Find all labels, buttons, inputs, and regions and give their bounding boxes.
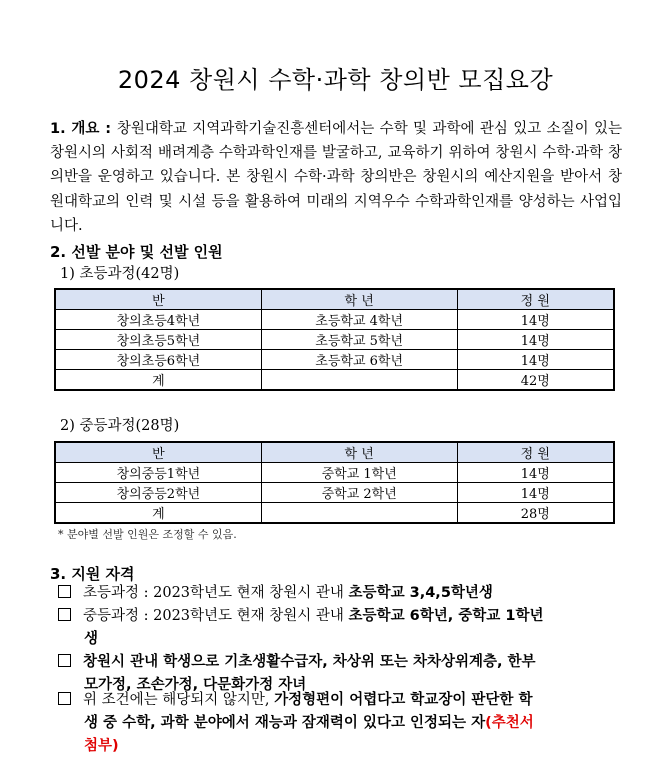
item1-text: 초등과정 : 2023학년도 현재 창원시 관내 <box>83 585 349 601</box>
cell-class: 창의초등5학년 <box>55 330 261 350</box>
item1-bold: 초등학교 3,4,5학년생 <box>348 585 493 601</box>
overview-colon: : <box>99 121 117 137</box>
header-capacity: 정 원 <box>457 442 614 463</box>
table-row <box>55 483 614 503</box>
cell-class: 창의초등6학년 <box>55 350 261 370</box>
cell-grade: 초등학교 6학년 <box>261 350 457 370</box>
header-class: 반 <box>55 442 261 463</box>
item4-red-line3: 첨부) <box>84 738 119 754</box>
table-row <box>55 350 614 370</box>
eligibility-item-elementary <box>58 582 618 605</box>
table-row <box>55 310 614 330</box>
page-title: 2024 창원시 수학·과학 창의반 모집요강 <box>117 66 554 94</box>
adjustment-note: * 분야별 선발 인원은 조정할 수 있음. <box>58 528 237 541</box>
item4-red-line2: (추천서 <box>485 715 534 731</box>
header-grade: 학 년 <box>261 442 457 463</box>
cell-total-blank <box>261 503 457 524</box>
checkbox-icon <box>58 608 71 621</box>
eligibility-item-recommendation <box>58 689 618 758</box>
item2-bold: 초등학교 6학년, 중학교 1학년 <box>348 608 544 624</box>
cell-grade: 중학교 1학년 <box>261 463 457 483</box>
item4-bold-line1: 가정형편이 어렵다고 학교장이 판단한 학 <box>274 692 533 708</box>
table-total-row <box>55 503 614 524</box>
header-class: 반 <box>55 289 261 310</box>
checkbox-icon <box>58 654 71 667</box>
header-capacity: 정 원 <box>457 289 614 310</box>
table-total-row <box>55 370 614 391</box>
middle-caption: 2) 중등과정(28명) <box>60 418 180 434</box>
table-header-row <box>55 442 614 463</box>
cell-class: 창의중등2학년 <box>55 483 261 503</box>
item2-bold-continued: 생 <box>84 631 99 647</box>
cell-grade: 초등학교 4학년 <box>261 310 457 330</box>
middle-table <box>54 441 615 524</box>
table-header-row <box>55 289 614 310</box>
cell-grade: 초등학교 5학년 <box>261 330 457 350</box>
section3-heading: 3. 지원 자격 <box>50 565 135 583</box>
item4-bold-line2: 생 중 수학, 과학 분야에서 재능과 잠재력이 있다고 인정되는 자 <box>84 715 486 731</box>
checkbox-icon <box>58 585 71 598</box>
cell-total-label: 계 <box>55 370 261 391</box>
overview-paragraph <box>50 117 622 238</box>
cell-capacity: 14명 <box>457 310 614 330</box>
cell-total-capacity: 42명 <box>457 370 614 391</box>
eligibility-item-middle <box>58 605 618 651</box>
table-row <box>55 463 614 483</box>
elementary-caption: 1) 초등과정(42명) <box>60 266 180 282</box>
item2-text: 중등과정 : 2023학년도 현재 창원시 관내 <box>83 608 349 624</box>
cell-total-label: 계 <box>55 503 261 524</box>
cell-grade: 중학교 2학년 <box>261 483 457 503</box>
section2-heading: 2. 선발 분야 및 선발 인원 <box>50 243 223 261</box>
overview-body: 창원대학교 지역과학기술진흥센터에서는 수학 및 과학에 관심 있고 소질이 있는 창원시의 사회적 배려계층 수학과학인재를 발굴하고, 교육하기 위하여 창원시 수학·과학 창의반을 운영하고 있습니다. 본 창원시 수학·과학 창의반은 창원시의 예산지원을 받아서 창원대학교의 인력 및 시설 등을 활용하여 미래의 지역우수 수학과학인재를 양성하는 사업입니다. <box>50 121 622 234</box>
item3-line1: 창원시 관내 학생으로 기초생활수급자, 차상위 또는 차차상위계층, 한부 <box>83 654 536 670</box>
checkbox-icon <box>58 692 71 705</box>
item4-text: 위 조건에는 해당되지 않지만, <box>83 692 275 708</box>
cell-class: 창의중등1학년 <box>55 463 261 483</box>
cell-class: 창의초등4학년 <box>55 310 261 330</box>
elementary-table <box>54 288 615 391</box>
table-row <box>55 330 614 350</box>
header-grade: 학 년 <box>261 289 457 310</box>
cell-capacity: 14명 <box>457 330 614 350</box>
cell-capacity: 14명 <box>457 463 614 483</box>
cell-total-capacity: 28명 <box>457 503 614 524</box>
cell-capacity: 14명 <box>457 483 614 503</box>
cell-total-blank <box>261 370 457 391</box>
overview-heading: 1. 개요 <box>50 121 100 137</box>
cell-capacity: 14명 <box>457 350 614 370</box>
item3-line2: 모가정, 조손가정, 다문화가정 자녀 <box>84 677 307 693</box>
